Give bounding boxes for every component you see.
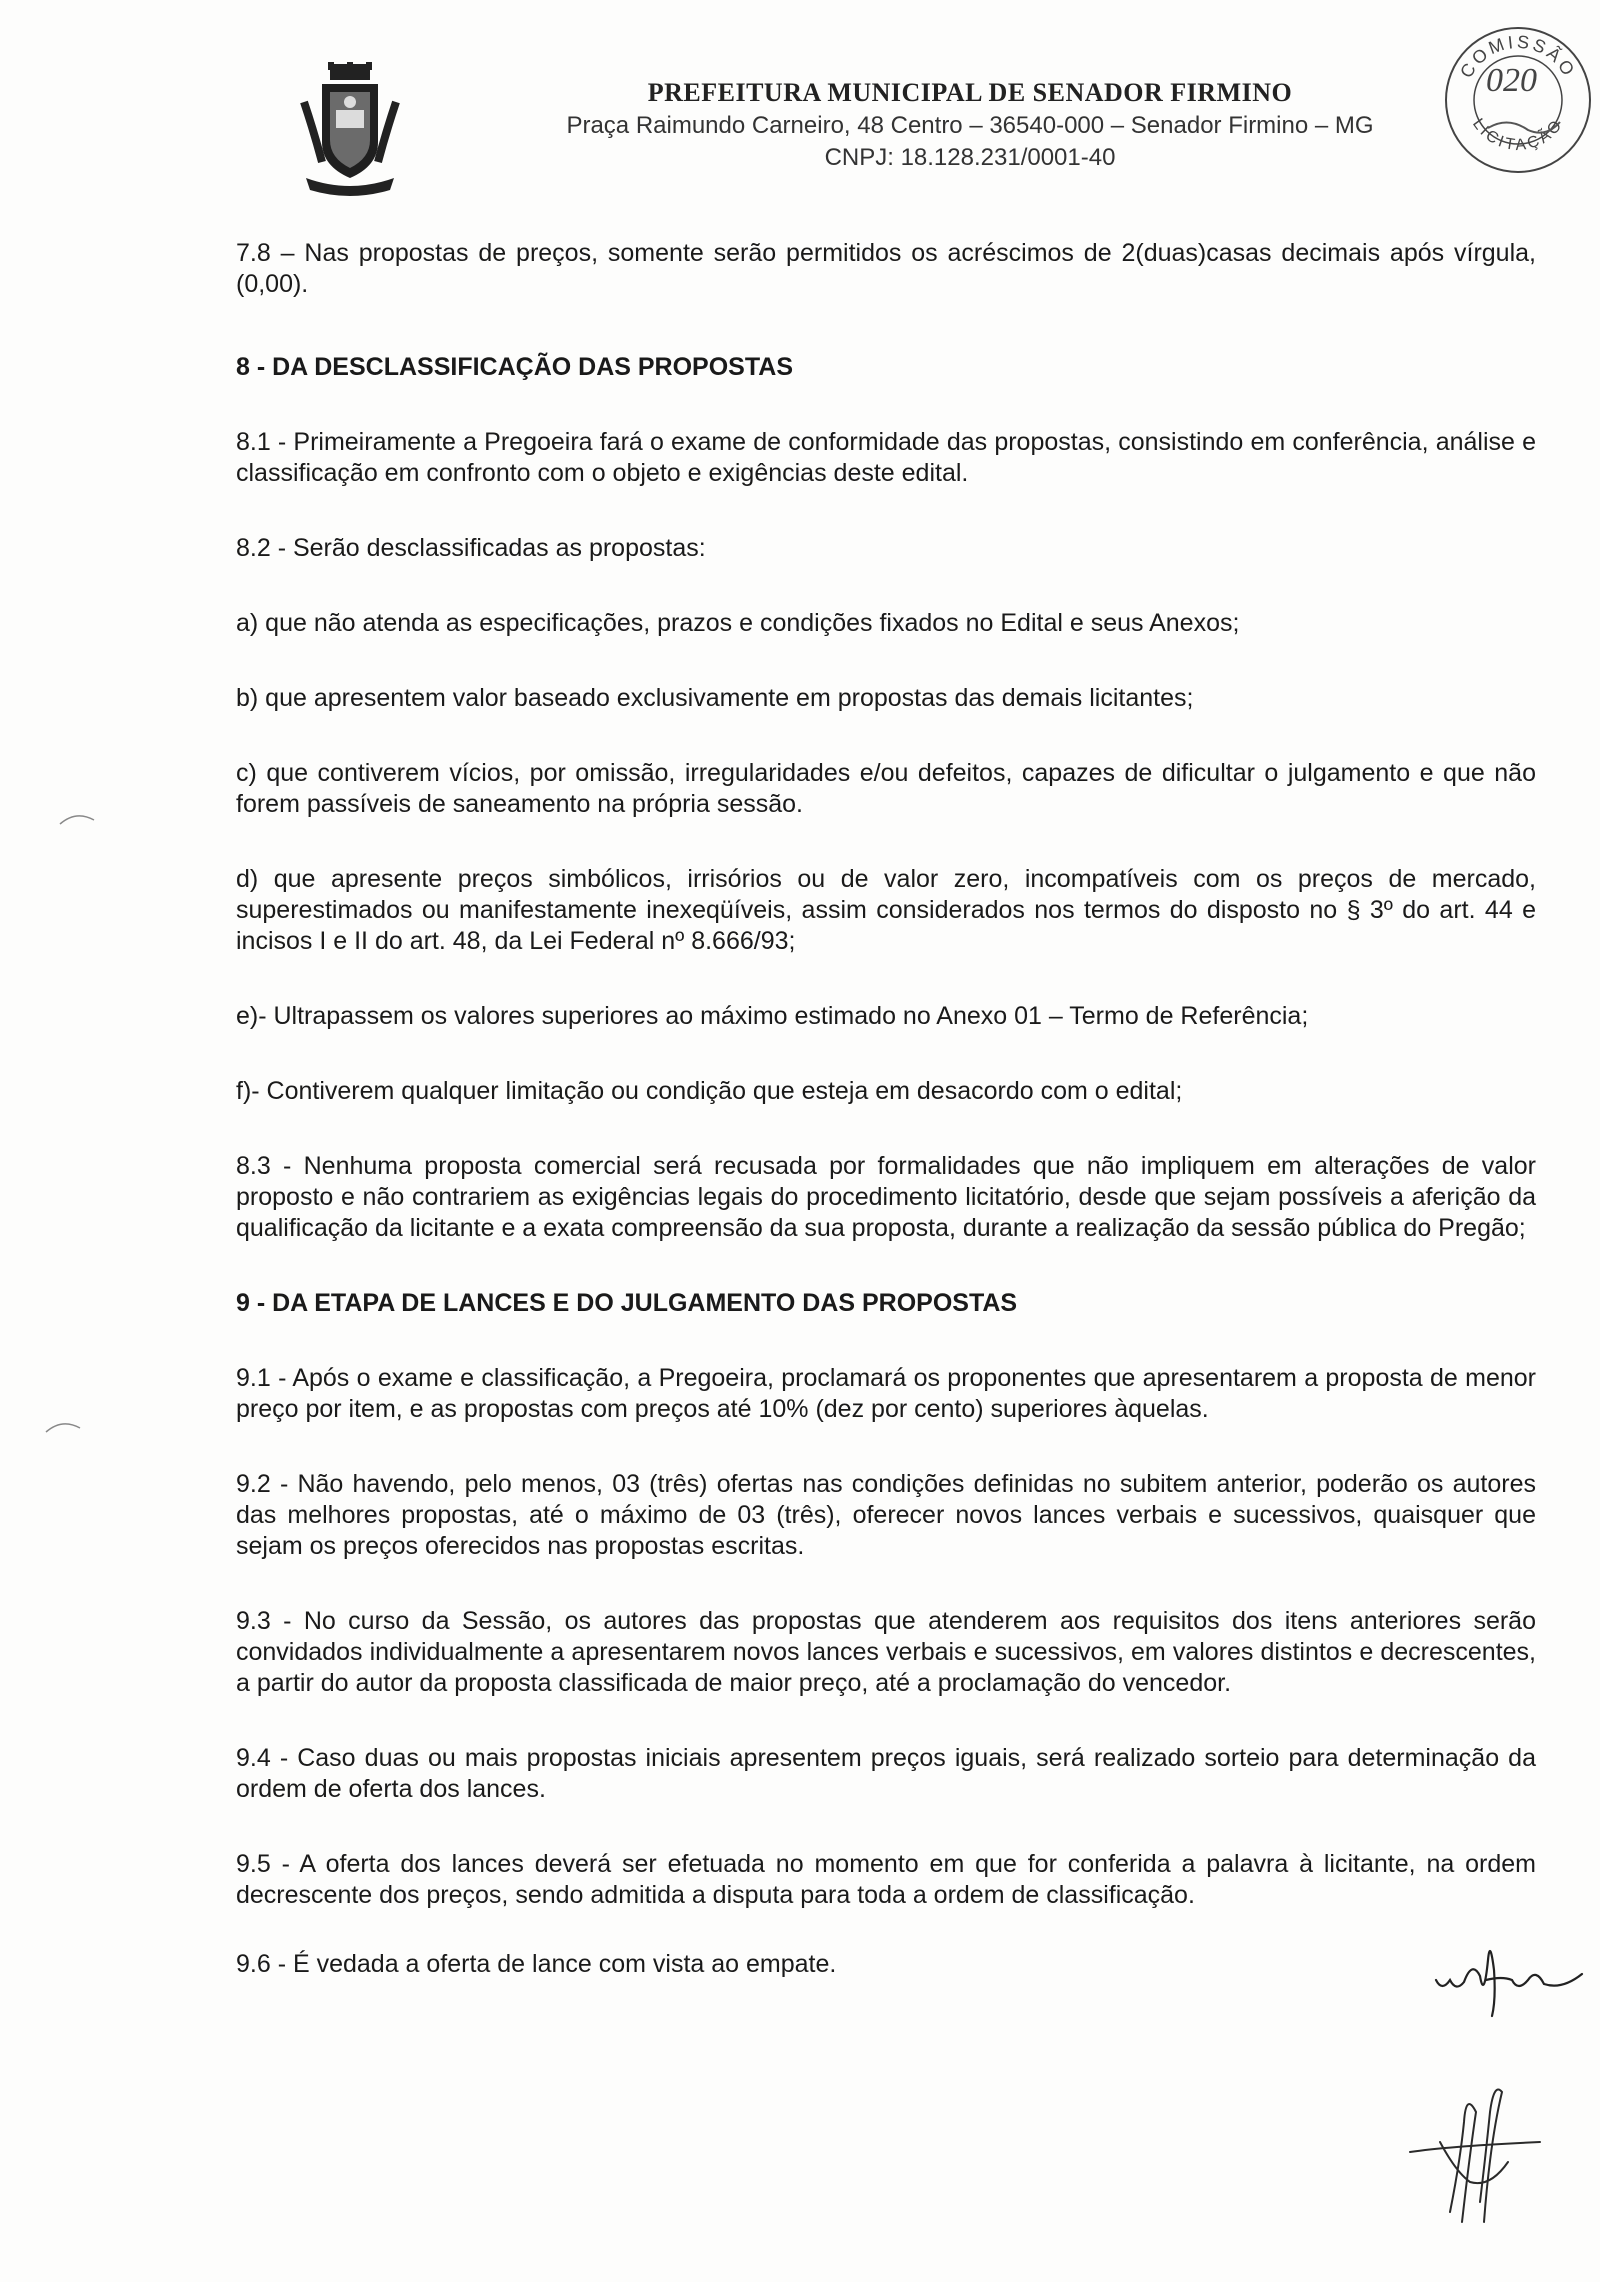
paragraph-8-2-a: a) que não atenda as especificações, prazos e condições fixados no Edital e seus Anexos; [236,609,1240,637]
letterhead [470,78,1470,172]
paragraph-8-2-f: f)- Contiverem qualquer limitação ou condição que esteja em desacordo com o edital; [236,1077,1183,1105]
paragraph-8-2-b: b) que apresentem valor baseado exclusivamente em propostas das demais licitantes; [236,684,1194,712]
paragraph-7-8: 7.8 – Nas propostas de preços, somente serão permitidos os acréscimos de 2(duas)casas decimais após vírgula, (0,00). [236,239,1536,298]
paragraph-8-2-e: e)- Ultrapassem os valores superiores ao máximo estimado no Anexo 01 – Termo de Referência; [236,1002,1309,1030]
svg-text:LICITAÇÃO [1469,115,1567,154]
paragraph-9-4: 9.4 - Caso duas ou mais propostas iniciais apresentem preços iguais, será realizado sorteio para determinação da ordem de oferta dos lances. [236,1744,1536,1803]
initials-signature [1432,1940,1592,2020]
section-heading-8: 8 - DA DESCLASSIFICAÇÃO DAS PROPOSTAS [236,353,793,381]
paragraph-9-2: 9.2 - Não havendo, pelo menos, 03 (três) ofertas nas condições definidas no subitem anterior, poderão os autores das melhores propostas, até o máximo de 03 (três), oferecer novos lances verbais e sucessivos, quaisquer que sejam os preços oferecidos nas propostas escritas. [236,1470,1536,1560]
letterhead-address: Praça Raimundo Carneiro, 48 Centro – 36540-000 – Senador Firmino – MG [566,112,1374,139]
letterhead-cnpj: CNPJ: 18.128.231/0001-40 [824,144,1116,171]
paragraph-9-1: 9.1 - Após o exame e classificação, a Pregoeira, proclamará os proponentes que apresentarem a proposta de menor preço por item, e as propostas com preços até 10% (dez por cento) superiores àquelas. [236,1364,1536,1423]
document-body [236,238,1536,1980]
paragraph-8-3: 8.3 - Nenhuma proposta comercial será recusada por formalidades que não impliquem em alterações de valor proposto e não contrariem as exigências legais do procedimento licitatório, desde que sejam possíveis a aferição da qualificação da licitante e a exata compreensão da sua proposta, durante a realização da sessão pública do Pregão; [236,1152,1536,1242]
letterhead-title: PREFEITURA MUNICIPAL DE SENADOR FIRMINO [647,78,1293,107]
paragraph-8-2-d: d) que apresente preços simbólicos, irrisórios ou de valor zero, incompatíveis com os preços de mercado, superestimados ou manifestamente inexeqüíveis, assim considerados nos termos do disposto no § 3º do art. 44 e incisos I e II do art. 48, da Lei Federal nº 8.666/93; [236,865,1536,955]
section-heading-9: 9 - DA ETAPA DE LANCES E DO JULGAMENTO DAS PROPOSTAS [236,1289,1018,1317]
margin-mark [44,1416,84,1436]
paragraph-9-6: 9.6 - É vedada a oferta de lance com vista ao empate. [236,1950,837,1978]
stamp-top-text: COMISSÃO [1456,31,1580,82]
margin-mark [58,808,98,828]
municipal-crest-icon [300,62,400,196]
paragraph-8-2: 8.2 - Serão desclassificadas as propostas: [236,534,706,562]
stamp-bottom-text: LICITAÇÃO [1469,115,1568,155]
handwritten-signature [1390,2082,1570,2232]
paragraph-9-3: 9.3 - No curso da Sessão, os autores das propostas que atenderem aos requisitos dos itens anteriores serão convidados individualmente a apresentarem novos lances verbais e sucessivos, em valores distintos e decrescentes, a partir do autor da proposta classificada de maior preço, até a proclamação do vencedor. [236,1607,1536,1697]
paragraph-8-2-c: c) que contiverem vícios, por omissão, irregularidades e/ou defeitos, capazes de dificultar o julgamento e que não forem passíveis de saneamento na própria sessão. [236,759,1536,818]
stamp-number: 020 [1486,62,1537,99]
commission-stamp [1438,20,1598,180]
paragraph-8-1: 8.1 - Primeiramente a Pregoeira fará o exame de conformidade das propostas, consistindo em conferência, análise e classificação em confronto com o objeto e exigências deste edital. [236,428,1536,487]
paragraph-9-5: 9.5 - A oferta dos lances deverá ser efetuada no momento em que for conferida a palavra à licitante, na ordem decrescente dos preços, sendo admitida a disputa para toda a ordem de classificação. [236,1850,1536,1909]
